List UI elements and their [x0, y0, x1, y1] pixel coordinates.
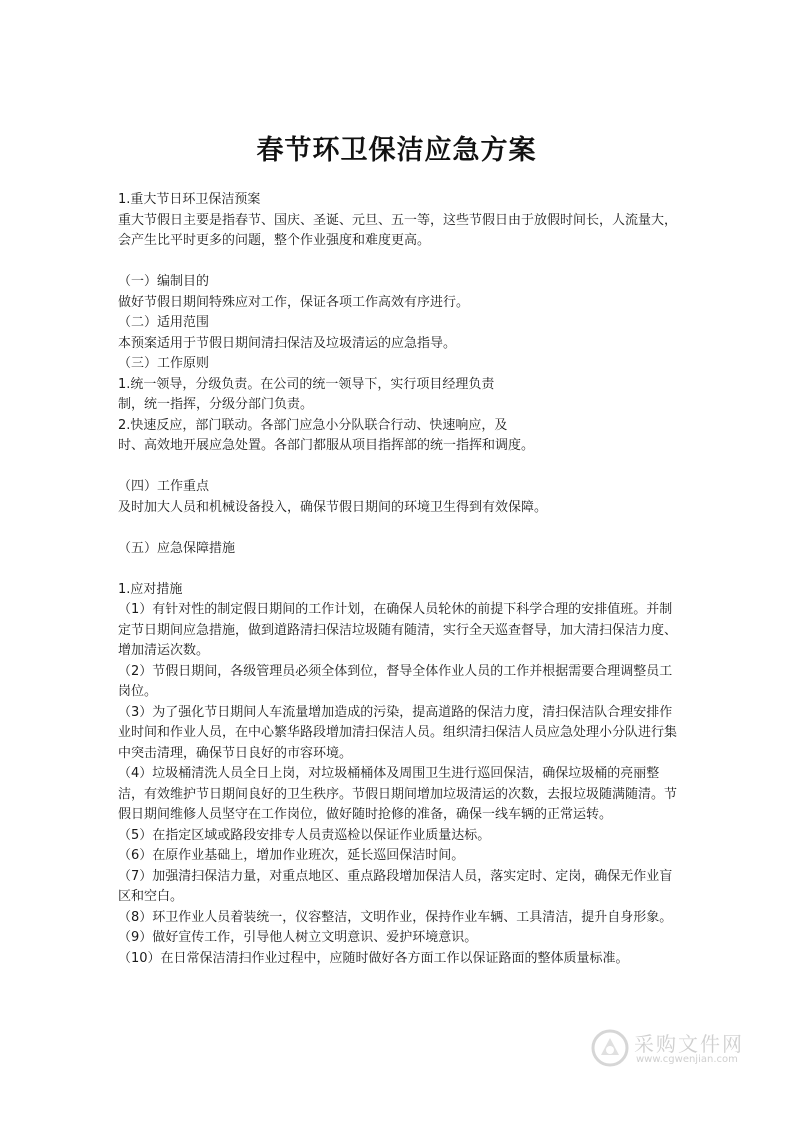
paragraph: 时、高效地开展应急处置。各部门都服从项目指挥部的统一指挥和调度。 [118, 438, 535, 453]
page-title: 春节环卫保洁应急方案 [256, 135, 537, 166]
list-item: （10）在日常保洁清扫作业过程中，应随时做好各方面工作以保证路面的整体质量标准。 [118, 950, 629, 966]
paragraph: 做好节假日期间特殊应对工作，保证各项工作高效有序进行。 [118, 294, 470, 310]
section-heading: （二）适用范围 [118, 315, 210, 330]
watermark-logo-icon [590, 1028, 630, 1068]
section-heading: （一）编制目的 [118, 274, 210, 289]
list-item: （9）做好宣传工作，引导他人树立文明意识、爱护环境意识。 [118, 930, 478, 945]
blank-line [118, 559, 680, 580]
section-heading: （五）应急保障措施 [118, 540, 236, 556]
list-item: （5）在指定区域或路段安排专人员责巡检以保证作业质量达标。 [118, 827, 491, 843]
paragraph: 本预案适用于节假日期间清扫保洁及垃圾清运的应急指导。 [118, 335, 457, 351]
blank-line [118, 457, 680, 478]
list-item: （7）加强清扫保洁力量，对重点地区、重点路段增加保洁人员，落实定时、定岗，确保无作业盲区和空白。 [118, 868, 673, 904]
section-heading: （三）工作原则 [118, 356, 210, 371]
watermark-url: www.cgwenjian.com [636, 1054, 738, 1065]
list-item: （8）环卫作业人员着装统一，仪容整洁，文明作业，保持作业车辆、工具清洁，提升自身形象。 [118, 909, 673, 925]
paragraph: 及时加大人员和机械设备投入，确保节假日期间的环境卫生得到有效保障。 [118, 499, 548, 515]
list-item: （3）为了强化节日期间人车流量增加造成的污染，提高道路的保洁力度，清扫保洁队合理安排作业时间和作业人员，在中心繁华路段增加清扫保洁人员。组织清扫保洁人员应急处理小分队进行集中突击清理，确保节日良好的市容环境。 [118, 704, 678, 761]
paragraph: 2.快速反应，部门联动。各部门应急小分队联合行动、快速响应，及 [118, 417, 508, 433]
paragraph: 重大节假日主要是指春节、国庆、圣诞、元旦、五一等，这些节假日由于放假时间长，人流量大，会产生比平时更多的问题，整个作业强度和难度更高。 [118, 212, 678, 248]
blank-line [118, 518, 680, 539]
list-item: （1）有针对性的制定假日期间的工作计划，在确保人员轮休的前提下科学合理的安排值班。并制定节日期间应急措施，做到道路清扫保洁垃圾随有随清，实行全天巡查督导，加大清扫保洁力度、增加清运次数。 [118, 602, 678, 658]
subsection-heading: 1.应对措施 [118, 581, 183, 597]
list-item: （2）节假日期间，各级管理员必须全体到位，督导全体作业人员的工作并根据需要合理调整员工岗位。 [118, 663, 673, 699]
paragraph: 1.统一领导，分级负责。在公司的统一领导下，实行项目经理负责 [118, 376, 495, 392]
list-item: （6）在原作业基础上，增加作业班次，延长巡回保洁时间。 [118, 848, 465, 863]
watermark-name: 采购文件网 [634, 1032, 744, 1056]
watermark [590, 1026, 760, 1072]
document-body [118, 190, 680, 969]
paragraph: 制，统一指挥，分级分部门负责。 [118, 397, 314, 412]
list-item: （4）垃圾桶清洗人员全日上岗，对垃圾桶桶体及周围卫生进行巡回保洁，确保垃圾桶的亮丽整洁，有效维护节日期间良好的卫生秩序。节假日期间增加垃圾清运的次数，去报垃圾随满随清。节假日期间维修人员坚守在工作岗位，做好随时抢修的准备，确保一线车辆的正常运转。 [118, 766, 678, 822]
paragraph: 1.重大节日环卫保洁预案 [118, 192, 261, 207]
section-heading: （四）工作重点 [118, 479, 210, 494]
blank-line [118, 252, 680, 273]
